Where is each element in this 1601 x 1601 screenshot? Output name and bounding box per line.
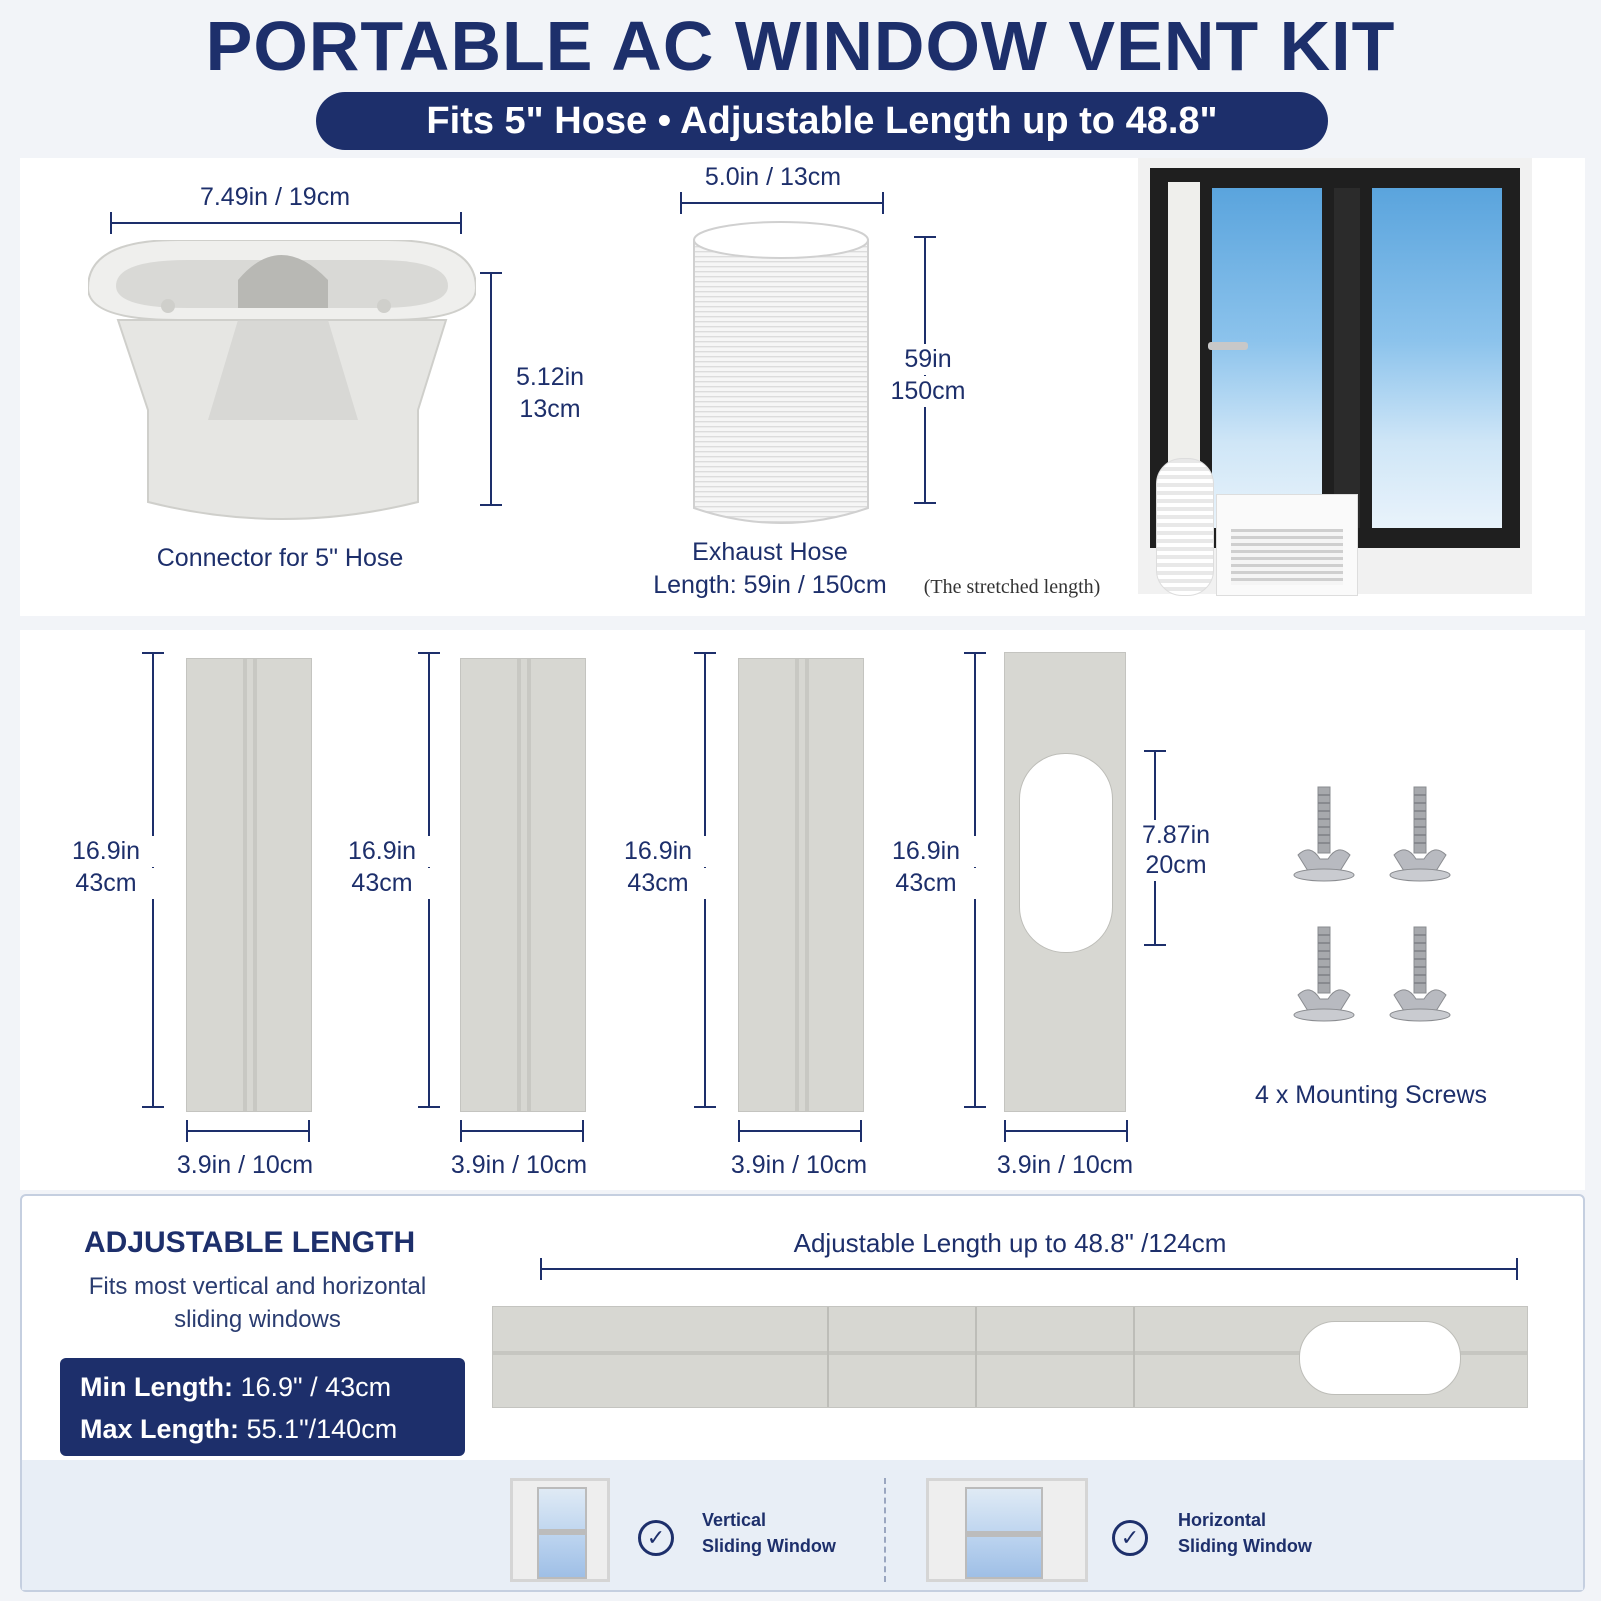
hose-caption-length: Length: 59in / 150cm (653, 571, 887, 599)
window-types-strip (22, 1460, 1583, 1590)
min-length-value: 16.9" / 43cm (240, 1372, 392, 1402)
panel-2-width-label: 3.9in / 10cm (450, 1151, 588, 1179)
panel-1-height-in: 16.9in (56, 836, 156, 867)
horizontal-window-line1: Horizontal (1178, 1510, 1266, 1530)
connector-width-dimension (110, 222, 462, 224)
connector-image (88, 240, 476, 540)
adjustable-length-caption (560, 1228, 1460, 1259)
adjustable-sub-line2: sliding windows (174, 1306, 341, 1333)
connector-width-label: 7.49in / 19cm (199, 183, 351, 211)
window-handle-icon (1208, 342, 1248, 350)
panel-4-width-dimension (1004, 1130, 1128, 1132)
horizontal-window-line2: Sliding Window (1178, 1536, 1312, 1556)
connector-height-label-in: 5.12in (515, 363, 585, 391)
vertical-window-line1: Vertical (702, 1510, 767, 1530)
hose-caption-note: (The stretched length) (923, 576, 1101, 598)
assembled-hose-opening (1299, 1321, 1461, 1395)
opening-height-cm: 20cm (1126, 850, 1226, 881)
connector-height-dimension (490, 272, 492, 506)
ac-unit (1216, 494, 1358, 596)
max-length-label: Max Length: (80, 1414, 239, 1444)
panel-4-height-in: 16.9in (876, 836, 976, 867)
panel-2 (460, 658, 586, 1112)
adjustable-sub-line1: Fits most vertical and horizontal (88, 1273, 427, 1300)
ac-hose (1156, 458, 1214, 596)
vertical-check-icon: ✓ (638, 1520, 674, 1556)
page-title: PORTABLE AC WINDOW VENT KIT (205, 7, 1396, 85)
hose-width-dimension (680, 202, 884, 204)
panel-2-height-in: 16.9in (332, 836, 432, 867)
panel-3 (738, 658, 864, 1112)
adjustable-length-value: 48.8" /124cm (1074, 1228, 1227, 1258)
adjustable-length-dimension (540, 1268, 1518, 1270)
adjustable-title: ADJUSTABLE LENGTH (84, 1226, 416, 1259)
panel-1-width-label: 3.9in / 10cm (176, 1151, 314, 1179)
panel-4-width-label: 3.9in / 10cm (996, 1151, 1134, 1179)
panel-1 (186, 658, 312, 1112)
panel-4-with-opening (1004, 652, 1126, 1112)
adjustable-length-label: Adjustable Length up to (793, 1228, 1067, 1258)
vertical-window-icon (510, 1478, 610, 1582)
screws-caption: 4 x Mounting Screws (1254, 1081, 1488, 1109)
panel-3-width-dimension (738, 1130, 862, 1132)
panel-2-width-dimension (460, 1130, 584, 1132)
window-types-divider (884, 1478, 886, 1582)
subtitle-banner: Fits 5" Hose • Adjustable Length up to 48.8" (316, 92, 1328, 150)
installed-window-photo (1138, 158, 1532, 594)
panel-3-height-cm: 43cm (608, 868, 708, 899)
panel-4-height-cm: 43cm (876, 868, 976, 899)
connector-height-label-cm: 13cm (519, 395, 581, 423)
hose-height-label-cm: 150cm (878, 376, 978, 407)
connector-caption: Connector for 5" Hose (156, 544, 404, 572)
hose-width-label: 5.0in / 13cm (704, 163, 842, 191)
length-range-box (60, 1358, 465, 1456)
min-length-label: Min Length: (80, 1372, 233, 1402)
max-length-value: 55.1"/140cm (246, 1414, 398, 1444)
hose-caption-title: Exhaust Hose (692, 538, 848, 566)
panel-2-height-cm: 43cm (332, 868, 432, 899)
panel-3-height-in: 16.9in (608, 836, 708, 867)
hose-height-label-in: 59in (878, 344, 978, 375)
panel-3-width-label: 3.9in / 10cm (730, 1151, 868, 1179)
exhaust-hose-image (688, 218, 874, 528)
horizontal-window-icon (926, 1478, 1088, 1582)
assembled-panel (492, 1306, 1528, 1408)
panel-1-height-cm: 43cm (56, 868, 156, 899)
mounting-screws-image (1290, 785, 1470, 1035)
hose-opening (1019, 753, 1113, 953)
panel-1-width-dimension (186, 1130, 310, 1132)
vertical-window-line2: Sliding Window (702, 1536, 836, 1556)
horizontal-check-icon: ✓ (1112, 1520, 1148, 1556)
opening-height-in: 7.87in (1126, 820, 1226, 851)
